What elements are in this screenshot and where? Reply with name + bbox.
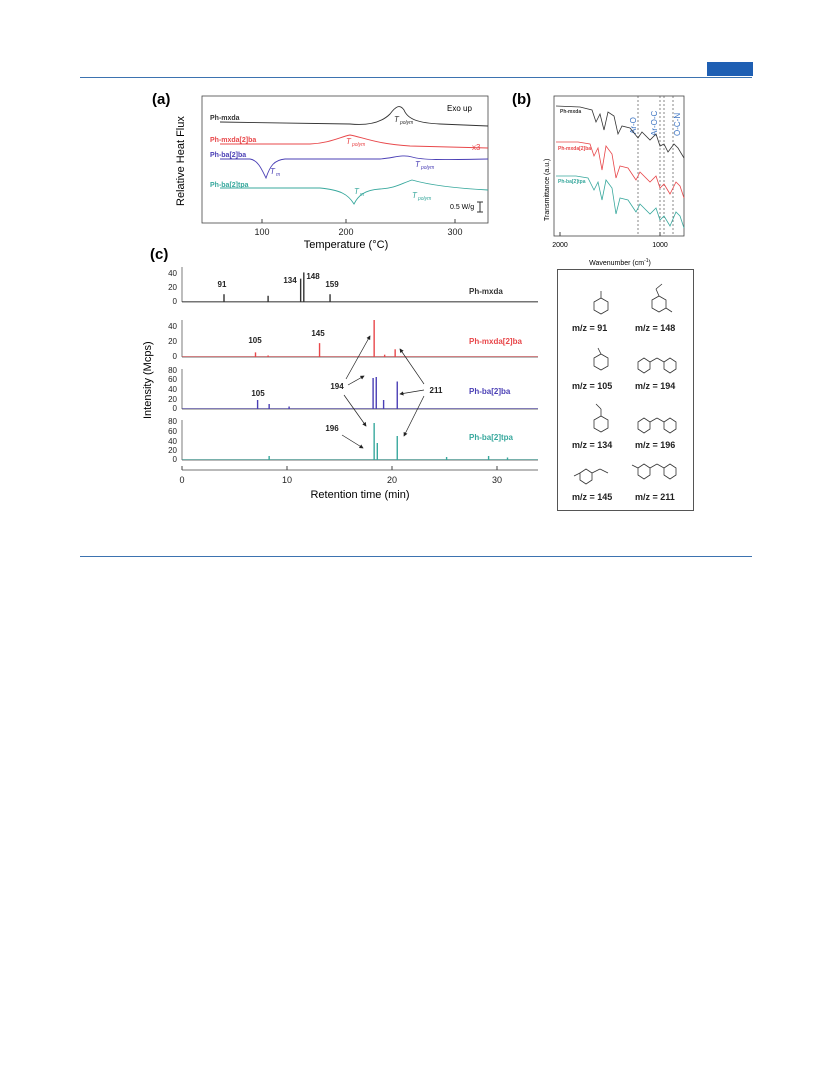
panel-a-curve-ph-ba-2-ba — [220, 156, 488, 178]
panel-c-ytick: 40 — [168, 385, 177, 394]
panel-b-band-o-c-n: O-C-N — [673, 112, 682, 136]
mz-label: m/z = 211 — [635, 492, 675, 502]
panel-a-t-polym-4 — [412, 191, 431, 202]
panel-a-series-label: Ph-ba[2]tpa — [210, 182, 249, 189]
panel-b-frame — [554, 96, 684, 236]
panel-c-xtick-label: 0 — [179, 475, 185, 485]
panel-c-peak-label: 145 — [311, 329, 325, 338]
panel-a-xtick-label: 100 — [254, 227, 270, 237]
panel-c-ytick: 40 — [168, 322, 177, 331]
mz-legend-box — [557, 269, 694, 511]
panel-c-ytick: 20 — [168, 395, 177, 404]
panel-c-peak-label: 105 — [251, 389, 265, 398]
panel-a-series-label: Ph-mxda[2]ba — [210, 137, 257, 144]
panel-c-ytick: 0 — [172, 404, 177, 413]
panel-c-ytick: 20 — [168, 446, 177, 455]
panel-c-xtick-label: 20 — [386, 475, 398, 485]
panel-c-gcms — [138, 244, 548, 506]
panel-c-ytick: 80 — [168, 366, 177, 375]
svg-text:polym: polym — [400, 120, 414, 126]
panel-c-ytick: 60 — [168, 375, 177, 384]
svg-text:T: T — [346, 137, 351, 146]
mz-legend-grid — [558, 270, 693, 510]
panel-b-label: (b) — [512, 91, 532, 108]
panel-c-ytick: 0 — [172, 455, 177, 464]
panel-a-xtick-label: 200 — [338, 227, 354, 237]
panel-c-peak-label: 105 — [248, 336, 262, 345]
svg-text:polym: polym — [352, 142, 366, 148]
panel-c-peak-label: 211 — [429, 386, 443, 395]
panel-b-band-ar-o-c: Ar-O-C — [650, 110, 659, 136]
panel-a-xaxis — [254, 219, 462, 237]
mz-label: m/z = 194 — [635, 381, 676, 391]
panel-b-series-label: Ph-mxda[2]ba — [558, 146, 592, 152]
svg-text:T: T — [394, 115, 399, 124]
panel-c-ytick: 80 — [168, 417, 177, 426]
panel-b-ylabel: Transmittance (a.u.) — [544, 158, 551, 221]
panel-c-ytick: 20 — [168, 337, 177, 346]
svg-text:T: T — [270, 167, 275, 176]
mz-label: m/z = 148 — [635, 323, 676, 333]
mz-label: m/z = 105 — [572, 381, 613, 391]
panel-a-ylabel: Relative Heat Flux — [175, 116, 187, 206]
panel-c-subplot-1 — [182, 267, 538, 302]
panel-c-ytick: 0 — [172, 352, 177, 361]
svg-text:polym: polym — [421, 165, 435, 171]
header-tab — [707, 62, 753, 76]
panel-c-annotation-arrows — [342, 336, 424, 448]
panel-c-ytick: 60 — [168, 427, 177, 436]
panel-a-x3-label: x3 — [472, 143, 481, 152]
svg-text:T: T — [415, 160, 420, 169]
panel-c-ytick: 40 — [168, 437, 177, 446]
panel-a-t-polym-3 — [415, 160, 434, 171]
svg-text:T: T — [354, 187, 359, 196]
panel-c-peak-label: 196 — [325, 424, 339, 433]
mz-label: m/z = 196 — [635, 440, 676, 450]
panel-a-xtick-label: 300 — [447, 227, 463, 237]
mz-label: m/z = 145 — [572, 492, 613, 502]
panel-a-xlabel: Temperature (°C) — [303, 239, 389, 251]
panel-b-xlabel: Wavenumber $(cm^{-1})$ — [589, 258, 651, 267]
panel-a-t-m-2 — [354, 187, 364, 198]
panel-b-band-ar-o: Ar-O — [629, 117, 638, 134]
panel-c-series-label: Ph-mxda[2]ba — [469, 337, 522, 346]
footer-rule — [80, 556, 752, 557]
panel-c-series-label: Ph-ba[2]tpa — [469, 433, 513, 442]
panel-c-peak-label: 194 — [330, 382, 344, 391]
panel-c-ytick: 20 — [168, 283, 177, 292]
panel-c-label: (c) — [150, 246, 169, 263]
panel-a-series-label: Ph-mxda — [210, 115, 240, 122]
panel-c-ylabel: Intensity (Mcps) — [142, 341, 154, 419]
mz-label: m/z = 91 — [572, 323, 608, 333]
panel-a-exo: Exo up — [447, 104, 472, 113]
panel-c-xtick-label: 10 — [281, 475, 293, 485]
panel-a-label: (a) — [152, 91, 171, 108]
panel-a-t-polym-1 — [394, 115, 413, 126]
panel-a-dsc — [150, 86, 495, 251]
svg-text:T: T — [412, 191, 417, 200]
panel-a-series-label: Ph-ba[2]ba — [210, 152, 247, 159]
panel-b-xtick-label: 1000 — [652, 242, 668, 249]
panel-a-t-m-1 — [270, 167, 280, 178]
panel-c-xaxis — [179, 466, 538, 485]
panel-b-xtick-label: 2000 — [552, 242, 568, 249]
panel-c-peak-label: 159 — [325, 280, 339, 289]
panel-c-peak-label: 134 — [283, 276, 297, 285]
panel-b-series-label: Ph-mxda — [560, 109, 582, 115]
panel-c-peak-label: 91 — [217, 280, 227, 289]
panel-c-series-label: Ph-mxda — [469, 287, 503, 296]
panel-c-peak-label: 148 — [306, 272, 320, 281]
panel-c-series-label: Ph-ba[2]ba — [469, 387, 511, 396]
panel-a-scale-bar — [477, 202, 483, 212]
panel-c-xtick-label: 30 — [491, 475, 503, 485]
svg-text:m: m — [276, 172, 281, 178]
panel-a-t-polym-2 — [346, 137, 365, 148]
panel-c-ytick: 0 — [172, 297, 177, 306]
panel-a-scale: 0.5 W/g — [450, 204, 475, 211]
header-rule — [80, 77, 752, 78]
svg-text:m: m — [360, 192, 365, 198]
panel-b-series-label: Ph-ba[2]tpa — [558, 179, 586, 185]
svg-text:polym: polym — [418, 196, 432, 202]
panel-c-ytick: 40 — [168, 269, 177, 278]
mz-label: m/z = 134 — [572, 440, 613, 450]
panel-c-xlabel: Retention time (min) — [310, 489, 410, 501]
